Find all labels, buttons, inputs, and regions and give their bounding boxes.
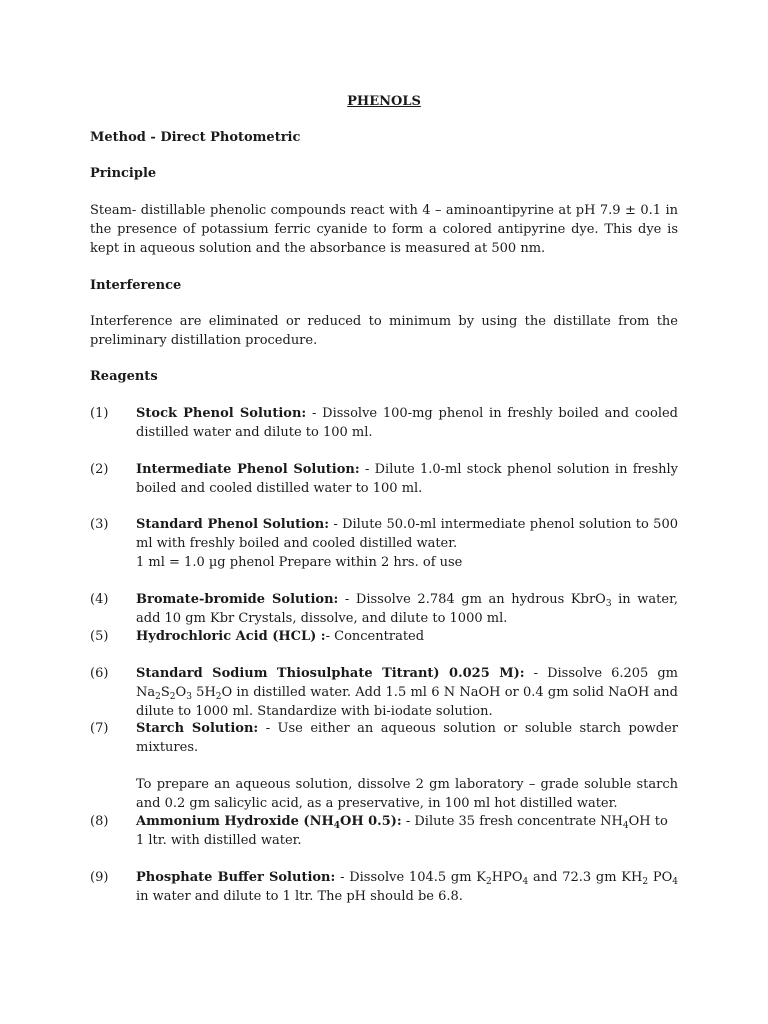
subscript: 4 (622, 821, 629, 831)
item-body (136, 627, 678, 646)
principle-heading: Principle (90, 166, 157, 181)
item-label: Starch Solution: (136, 721, 259, 736)
item-text: - Dilute 50.0-ml intermediate phenol solution to 500 ml with freshly boiled and cooled distilled water. (136, 517, 678, 551)
item-label: Stock Phenol Solution: (136, 406, 307, 421)
reagents-heading: Reagents (90, 369, 158, 384)
item-text: - Dissolve 2.784 gm an hydrous KbrO (338, 592, 606, 607)
item-text: OH to 1 ltr. with distilled water. (136, 814, 668, 848)
method-heading: Method - Direct Photometric (90, 130, 301, 145)
item-body (136, 590, 678, 628)
subscript: 2 (155, 692, 161, 702)
item-text: - Dissolve 6.205 gm Na (136, 666, 679, 700)
item-body (136, 868, 678, 906)
item-body (136, 812, 678, 850)
interference-text: Interference are eliminated or reduced to minimum by using the distillate from the preliminary distillation procedure. (90, 314, 678, 348)
page-title: PHENOLS (347, 94, 421, 109)
item-text: O in distilled water. Add 1.5 ml 6 N NaOH or 0.4 gm solid NaOH and dilute to 1000 ml. Standardize with bi-iodate solution. (136, 685, 678, 719)
subscript: 3 (186, 692, 192, 702)
item-label: Standard Sodium Thiosulphate Titrant) 0.025 M): (136, 666, 525, 681)
item-number: (1) (90, 406, 109, 421)
item-text: and 72.3 gm KH (528, 870, 643, 885)
item-note: To prepare an aqueous solution, dissolve 2 gm laboratory – grade soluble starch and 0.2 gm salicylic acid, as a preservative, in 100 ml hot distilled water. (136, 777, 678, 811)
interference-heading: Interference (90, 278, 182, 293)
item-text: PO (648, 870, 673, 885)
principle-text: Steam- distillable phenolic compounds react with 4 – aminoantipyrine at pH 7.9 ± 0.1 in the presence of potassium ferric cyanide to form a colored antipyrine dye. This dye is kept in aqueous solution and the absorbance is measured at 500 nm. (90, 203, 678, 256)
item-text: - Use either an aqueous solution or soluble starch powder mixtures. (136, 721, 678, 755)
item-body (136, 515, 678, 572)
subscript: 2 (215, 692, 222, 702)
item-text: 5H (191, 685, 216, 700)
item-body (136, 460, 678, 498)
item-text: - Dissolve 100-mg phenol in freshly boiled and cooled distilled water and dilute to 100 ml. (136, 406, 678, 440)
item-number: (7) (90, 721, 109, 736)
item-body (136, 664, 678, 721)
item-text: in water, add 10 gm Kbr Crystals, dissolve, and dilute to 1000 ml. (136, 592, 678, 626)
item-text: - Dilute 1.0-ml stock phenol solution in freshly boiled and cooled distilled water to 100 ml. (136, 462, 678, 496)
item-label: Intermediate Phenol Solution: (136, 462, 360, 477)
item-note: 1 ml = 1.0 µg phenol Prepare within 2 hrs. of use (136, 555, 463, 570)
subscript: 2 (169, 692, 176, 702)
item-text: S (160, 685, 170, 700)
item-number: (2) (90, 462, 109, 477)
subscript: 3 (605, 599, 612, 609)
item-body (136, 404, 678, 442)
item-text: HPO (491, 870, 523, 885)
item-label: Phosphate Buffer Solution: (136, 870, 336, 885)
item-text: - Dilute 35 fresh concentrate NH (401, 814, 623, 829)
item-text: - Dissolve 104.5 gm K (335, 870, 487, 885)
item-number: (3) (90, 517, 109, 532)
subscript: 4 (672, 877, 678, 887)
item-body (136, 719, 678, 813)
item-text: in water and dilute to 1 ltr. The pH should be 6.8. (136, 889, 463, 904)
item-number: (9) (90, 870, 109, 885)
subscript: 2 (486, 877, 492, 887)
item-number: (5) (90, 629, 109, 644)
item-label: Ammonium Hydroxide (NH (136, 814, 334, 829)
item-label: Hydrochloric Acid (HCL) : (136, 629, 326, 644)
subscript: 2 (642, 877, 649, 887)
item-label: OH 0.5): (340, 814, 402, 829)
item-label: Standard Phenol Solution: (136, 517, 330, 532)
item-number: (8) (90, 814, 109, 829)
item-text: - Concentrated (325, 629, 425, 644)
item-number: (4) (90, 592, 109, 607)
subscript: 4 (522, 877, 529, 887)
item-label: Bromate-bromide Solution: (136, 592, 339, 607)
item-text: O (175, 685, 187, 700)
subscript: 4 (333, 821, 340, 831)
item-number: (6) (90, 666, 109, 681)
